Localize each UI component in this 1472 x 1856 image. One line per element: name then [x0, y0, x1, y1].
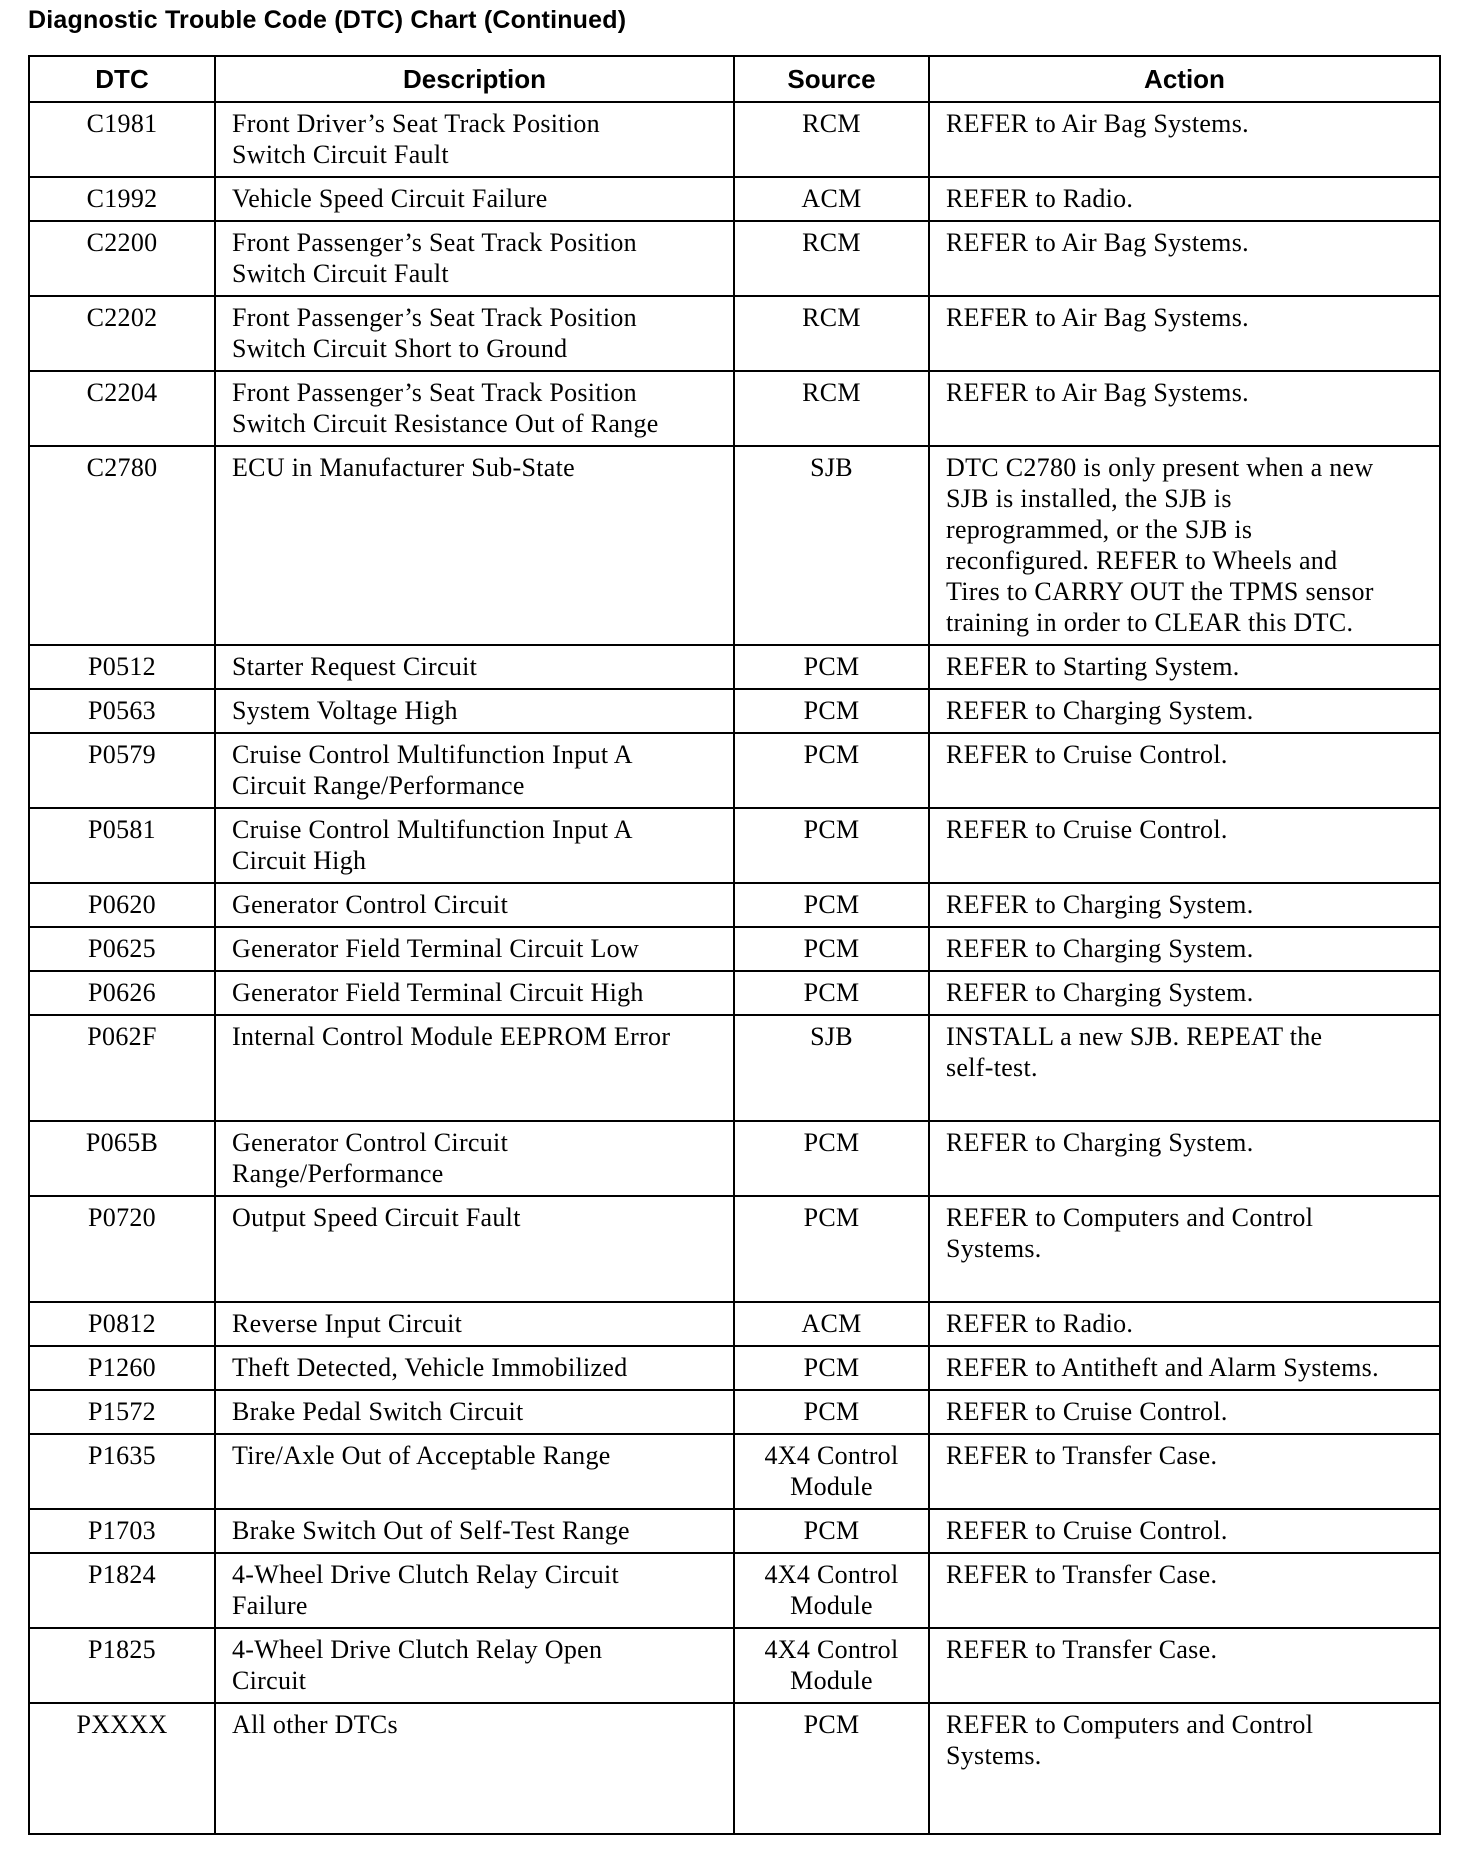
- dtc-table: [28, 55, 1441, 1835]
- dtc-code: P0579: [29, 733, 215, 808]
- dtc-description: System Voltage High: [215, 689, 734, 733]
- dtc-action: DTC C2780 is only present when a new SJB is installed, the SJB is reprogrammed, or the SJB is reconfigured. REFER to Wheels and Tires to CARRY OUT the TPMS sensor training in order to CLEAR this DTC.: [929, 446, 1440, 645]
- dtc-source: PCM: [734, 1509, 929, 1553]
- dtc-description: Internal Control Module EEPROM Error: [215, 1015, 734, 1121]
- table-row: [29, 1346, 1440, 1390]
- table-row: [29, 296, 1440, 371]
- dtc-action: REFER to Cruise Control.: [929, 733, 1440, 808]
- dtc-action: REFER to Air Bag Systems.: [929, 371, 1440, 446]
- dtc-code: P0620: [29, 883, 215, 927]
- dtc-action: REFER to Cruise Control.: [929, 808, 1440, 883]
- dtc-source: PCM: [734, 1346, 929, 1390]
- dtc-description: Front Passenger’s Seat Track Position Switch Circuit Resistance Out of Range: [215, 371, 734, 446]
- dtc-source: RCM: [734, 221, 929, 296]
- dtc-description: Starter Request Circuit: [215, 645, 734, 689]
- dtc-description: Cruise Control Multifunction Input A Circuit High: [215, 808, 734, 883]
- dtc-source: RCM: [734, 102, 929, 177]
- dtc-source: PCM: [734, 689, 929, 733]
- table-row: [29, 1302, 1440, 1346]
- dtc-code: C1992: [29, 177, 215, 221]
- table-row: [29, 102, 1440, 177]
- table-row: [29, 808, 1440, 883]
- dtc-code: P065B: [29, 1121, 215, 1196]
- dtc-description: 4-Wheel Drive Clutch Relay Open Circuit: [215, 1628, 734, 1703]
- dtc-code: PXXXX: [29, 1703, 215, 1834]
- table-row: [29, 1196, 1440, 1302]
- dtc-action: REFER to Radio.: [929, 1302, 1440, 1346]
- dtc-source: PCM: [734, 1703, 929, 1834]
- dtc-description: All other DTCs: [215, 1703, 734, 1834]
- table-header-row: [29, 56, 1440, 102]
- dtc-code: P0720: [29, 1196, 215, 1302]
- table-row: [29, 177, 1440, 221]
- dtc-source: PCM: [734, 733, 929, 808]
- dtc-description: Generator Control Circuit: [215, 883, 734, 927]
- dtc-action: REFER to Charging System.: [929, 927, 1440, 971]
- dtc-action: REFER to Air Bag Systems.: [929, 221, 1440, 296]
- dtc-action: REFER to Transfer Case.: [929, 1553, 1440, 1628]
- dtc-source: 4X4 Control Module: [734, 1553, 929, 1628]
- dtc-code: P0812: [29, 1302, 215, 1346]
- dtc-description: Brake Pedal Switch Circuit: [215, 1390, 734, 1434]
- dtc-code: P0626: [29, 971, 215, 1015]
- table-row: [29, 645, 1440, 689]
- dtc-description: Generator Control Circuit Range/Performance: [215, 1121, 734, 1196]
- dtc-action: REFER to Cruise Control.: [929, 1390, 1440, 1434]
- dtc-source: PCM: [734, 808, 929, 883]
- dtc-description: Brake Switch Out of Self-Test Range: [215, 1509, 734, 1553]
- dtc-code: P0512: [29, 645, 215, 689]
- table-row: [29, 1434, 1440, 1509]
- dtc-source: PCM: [734, 971, 929, 1015]
- table-row: [29, 446, 1440, 645]
- table-row: [29, 1553, 1440, 1628]
- dtc-source: SJB: [734, 1015, 929, 1121]
- dtc-action: REFER to Transfer Case.: [929, 1628, 1440, 1703]
- table-row: [29, 221, 1440, 296]
- table-row: [29, 971, 1440, 1015]
- dtc-code: P1572: [29, 1390, 215, 1434]
- dtc-action: INSTALL a new SJB. REPEAT the self-test.: [929, 1015, 1440, 1121]
- dtc-description: ECU in Manufacturer Sub-State: [215, 446, 734, 645]
- dtc-source: ACM: [734, 177, 929, 221]
- dtc-description: Front Passenger’s Seat Track Position Switch Circuit Short to Ground: [215, 296, 734, 371]
- dtc-code: C2780: [29, 446, 215, 645]
- dtc-action: REFER to Computers and Control Systems.: [929, 1196, 1440, 1302]
- dtc-source: PCM: [734, 927, 929, 971]
- table-row: [29, 1121, 1440, 1196]
- dtc-source: PCM: [734, 1196, 929, 1302]
- dtc-code: P062F: [29, 1015, 215, 1121]
- table-row: [29, 1015, 1440, 1121]
- table-row: [29, 371, 1440, 446]
- dtc-source: PCM: [734, 883, 929, 927]
- dtc-code: P1825: [29, 1628, 215, 1703]
- dtc-action: REFER to Radio.: [929, 177, 1440, 221]
- dtc-description: Theft Detected, Vehicle Immobilized: [215, 1346, 734, 1390]
- dtc-code: P0563: [29, 689, 215, 733]
- dtc-code: C1981: [29, 102, 215, 177]
- dtc-action: REFER to Antitheft and Alarm Systems.: [929, 1346, 1440, 1390]
- dtc-action: REFER to Transfer Case.: [929, 1434, 1440, 1509]
- table-row: [29, 1703, 1440, 1834]
- column-header-description: Description: [215, 56, 734, 102]
- dtc-code: C2202: [29, 296, 215, 371]
- dtc-description: Vehicle Speed Circuit Failure: [215, 177, 734, 221]
- page-title: Diagnostic Trouble Code (DTC) Chart (Continued): [28, 6, 627, 34]
- dtc-action: REFER to Air Bag Systems.: [929, 296, 1440, 371]
- table-row: [29, 927, 1440, 971]
- table-row: [29, 883, 1440, 927]
- dtc-description: Front Driver’s Seat Track Position Switch Circuit Fault: [215, 102, 734, 177]
- dtc-action: REFER to Charging System.: [929, 883, 1440, 927]
- table-row: [29, 733, 1440, 808]
- dtc-action: REFER to Charging System.: [929, 971, 1440, 1015]
- dtc-code: P0625: [29, 927, 215, 971]
- dtc-source: PCM: [734, 1390, 929, 1434]
- dtc-description: Output Speed Circuit Fault: [215, 1196, 734, 1302]
- dtc-source: PCM: [734, 1121, 929, 1196]
- dtc-action: REFER to Cruise Control.: [929, 1509, 1440, 1553]
- table-row: [29, 689, 1440, 733]
- dtc-description: Front Passenger’s Seat Track Position Switch Circuit Fault: [215, 221, 734, 296]
- dtc-action: REFER to Computers and Control Systems.: [929, 1703, 1440, 1834]
- dtc-code: P1260: [29, 1346, 215, 1390]
- dtc-source: PCM: [734, 645, 929, 689]
- column-header-action: Action: [929, 56, 1440, 102]
- dtc-source: 4X4 Control Module: [734, 1628, 929, 1703]
- dtc-code: P1703: [29, 1509, 215, 1553]
- dtc-code: P1635: [29, 1434, 215, 1509]
- table-row: [29, 1509, 1440, 1553]
- column-header-source: Source: [734, 56, 929, 102]
- table-row: [29, 1390, 1440, 1434]
- dtc-description: Generator Field Terminal Circuit Low: [215, 927, 734, 971]
- dtc-action: REFER to Charging System.: [929, 1121, 1440, 1196]
- dtc-source: SJB: [734, 446, 929, 645]
- dtc-action: REFER to Charging System.: [929, 689, 1440, 733]
- dtc-source: RCM: [734, 296, 929, 371]
- dtc-source: 4X4 Control Module: [734, 1434, 929, 1509]
- column-header-dtc: DTC: [29, 56, 215, 102]
- dtc-description: Generator Field Terminal Circuit High: [215, 971, 734, 1015]
- dtc-action: REFER to Air Bag Systems.: [929, 102, 1440, 177]
- dtc-source: RCM: [734, 371, 929, 446]
- dtc-code: P0581: [29, 808, 215, 883]
- dtc-code: P1824: [29, 1553, 215, 1628]
- dtc-description: Cruise Control Multifunction Input A Circuit Range/Performance: [215, 733, 734, 808]
- dtc-description: Tire/Axle Out of Acceptable Range: [215, 1434, 734, 1509]
- dtc-action: REFER to Starting System.: [929, 645, 1440, 689]
- table-row: [29, 1628, 1440, 1703]
- dtc-description: Reverse Input Circuit: [215, 1302, 734, 1346]
- dtc-source: ACM: [734, 1302, 929, 1346]
- dtc-description: 4-Wheel Drive Clutch Relay Circuit Failure: [215, 1553, 734, 1628]
- dtc-code: C2200: [29, 221, 215, 296]
- dtc-code: C2204: [29, 371, 215, 446]
